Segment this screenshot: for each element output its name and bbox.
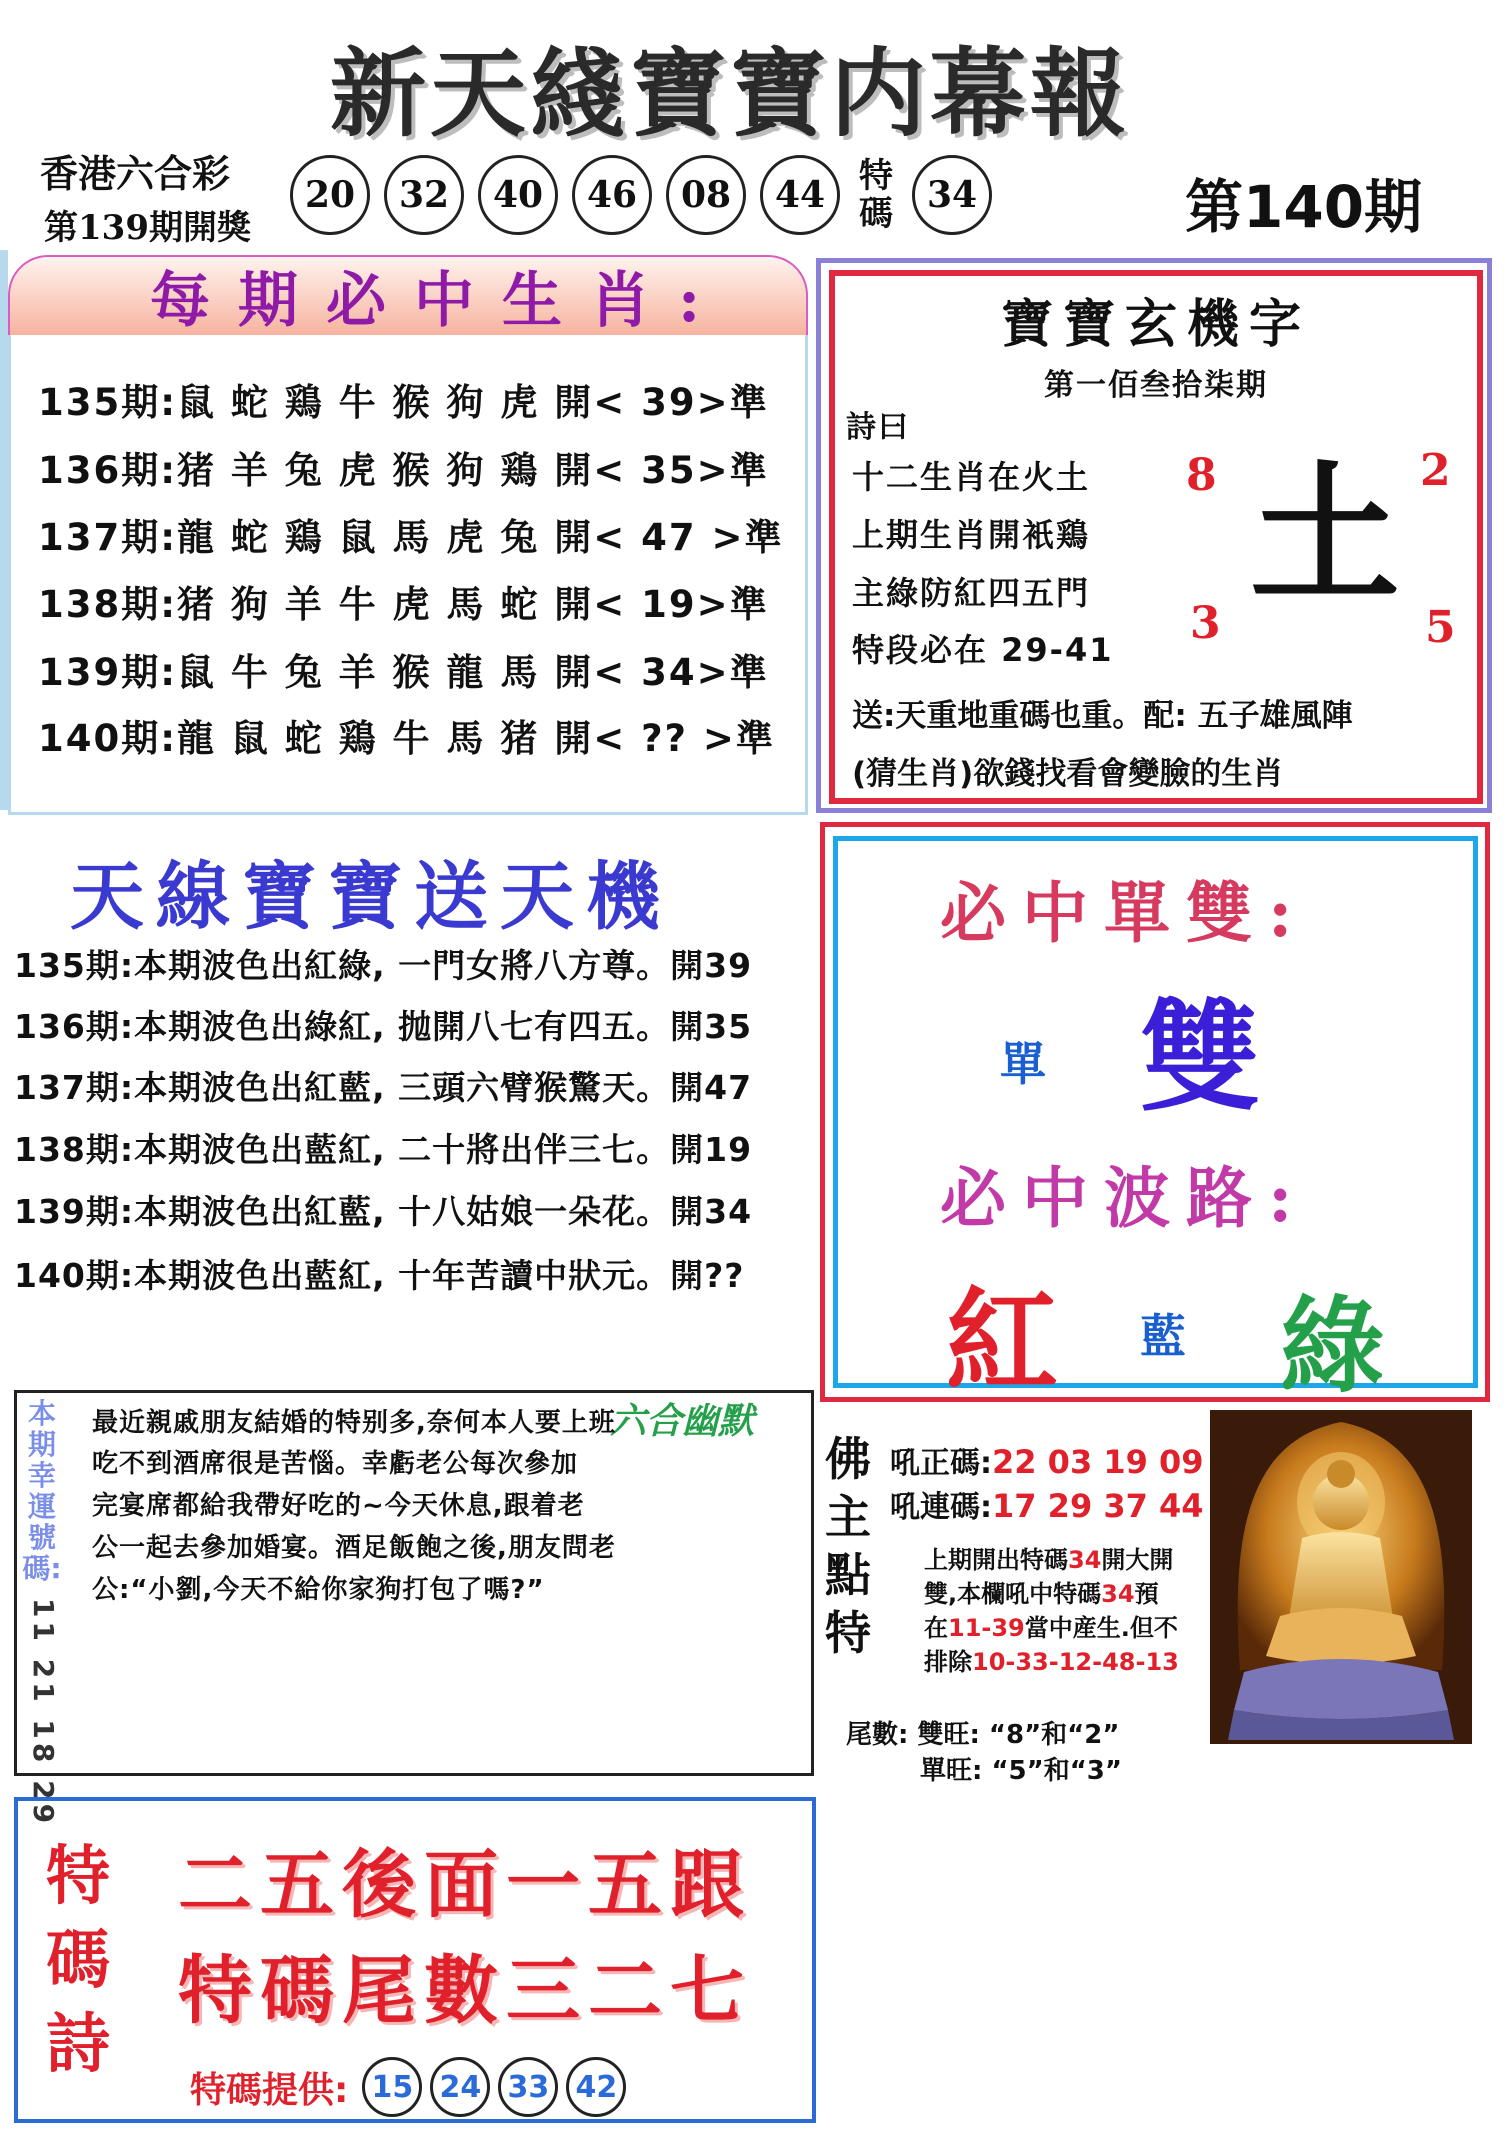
joke-line: 完宴席都給我帶好吃的~今天休息,跟着老 [92,1491,585,1521]
single-label: 單 [1000,1037,1046,1091]
wave-row: 136期:本期波色出綠紅, 抛開八七有四五。開35 [14,1007,753,1046]
note-text: 上期開出特碼 [924,1546,1068,1574]
lucky-label: 本期幸運號碼: [22,1397,62,1585]
zodiac-row: 135期:鼠 蛇 鶏 牛 猴 狗 虎 開< 39>準 [38,381,769,424]
note-text: 排除 [924,1648,972,1676]
joke-line: 公:“小劉,今天不給你家狗打包了嗎?” [92,1575,545,1605]
provide-label: 特碼提供: [190,2069,349,2111]
buddha-title: 佛主點特 [825,1432,871,1660]
poem-line: 主綠防紅四五門 [852,574,1091,612]
wave-row: 139期:本期波色出紅藍, 十八姑娘一朵花。開34 [14,1192,753,1231]
newspaper-title: 新天綫寶寶内幕報 [330,37,1130,150]
provide-number-ball: 24 [430,2057,490,2117]
draw-label: 第139期開獎 [44,208,251,248]
shout-link-value: 17 29 37 44 [992,1487,1204,1525]
special-poem-line: 二五後面一五跟 [178,1842,752,1928]
zodiac-row: 137期:龍 蛇 鶏 鼠 馬 虎 兔 開< 47 >準 [38,516,784,559]
shout-link-label: 吼連碼: [890,1490,992,1525]
zodiac-row: 140期:龍 鼠 蛇 鶏 牛 馬 猪 開< ?? >準 [38,717,775,760]
buddha-image [1210,1410,1472,1744]
wave-row: 137期:本期波色出紅藍, 三頭六臂猴驚天。開47 [14,1068,753,1107]
joke-line: 吃不到酒席很是苦惱。幸虧老公每次參加 [92,1449,579,1479]
tail-digits-even: 尾數: 雙旺: “8”和“2” [846,1720,1120,1750]
lottery-name: 香港六合彩 [40,151,231,196]
buddha-note [924,1608,1178,1643]
humor-tag: 六合幽默 [610,1400,755,1442]
green-label: 綠 [1280,1284,1385,1407]
poem-line: 十二生肖在火土 [852,458,1091,496]
double-label: 雙 [1140,987,1260,1128]
note-number: 34 [1101,1580,1135,1608]
odd-even-heading: 必中單雙: [940,874,1309,952]
zodiac-row: 138期:猪 狗 羊 牛 虎 馬 蛇 開< 19>準 [38,583,769,626]
poem-intro: 詩曰 [846,410,910,445]
buddha-note [924,1540,1173,1575]
note-number: 11-39 [948,1614,1025,1642]
note-number: 34 [1068,1546,1102,1574]
joke-line: 最近親戚朋友結婚的特别多,奈何本人要上班 [92,1408,616,1438]
note-text: 在 [924,1614,948,1642]
number-ball: 20 [290,155,370,235]
number-ball: 08 [666,155,746,235]
shout-main-value: 22 03 19 09 [992,1443,1204,1481]
secret-title: 寶寶玄機字 [1000,294,1311,355]
secret-footer-line: (猜生肖)欲錢找看會變臉的生肖 [852,756,1284,792]
red-label: 紅 [946,1276,1058,1407]
wave-path-heading: 必中波路: [940,1159,1309,1237]
special-label: 特碼 [859,156,893,234]
secret-character: 土 [1250,447,1401,623]
joke-line: 公一起去參加婚宴。酒足飯飽之後,朋友問老 [92,1533,616,1563]
special-poem-label: 特碼詩 [46,1839,110,2082]
provide-number-ball: 15 [362,2057,422,2117]
zodiac-row: 139期:鼠 牛 兔 羊 猴 龍 馬 開< 34>準 [38,651,769,694]
buddha-note [924,1642,1179,1677]
shout-link [890,1482,1204,1526]
poem-line: 特段必在 29-41 [852,631,1114,669]
zodiac-row: 136期:猪 羊 兔 虎 猴 狗 鶏 開< 35>準 [38,449,769,492]
note-text: 預 [1134,1580,1159,1608]
shout-main [890,1438,1204,1482]
note-text: 當中産生.但不 [1024,1614,1178,1642]
provide-number-ball: 33 [498,2057,558,2117]
secret-footer-line: 送:天重地重碼也重。配: 五子雄風陣 [852,698,1353,734]
shout-main-label: 吼正碼: [890,1446,992,1481]
secret-subtitle: 第一佰叁拾柒期 [1044,368,1268,403]
note-text: 雙,本欄吼中特碼 [924,1580,1102,1608]
winning-numbers [290,155,992,235]
hint-number: 8 [1186,450,1217,501]
buddha-note [924,1574,1159,1609]
provide-number-ball: 42 [566,2057,626,2117]
hint-number: 3 [1190,598,1221,649]
poem-line: 上期生肖開衹鶏 [852,516,1091,554]
tail-digits-odd: 單旺: “5”和“3” [920,1756,1122,1786]
wave-row: 138期:本期波色出藍紅, 二十將出伴三七。開19 [14,1130,753,1169]
wave-title: 天線寶寶送天機 [70,854,672,940]
hint-number: 5 [1425,602,1456,653]
special-poem-line: 特碼尾數三二七 [178,1948,752,2034]
lucky-numbers: 11 21 18 29 [27,1598,60,1828]
wave-row: 135期:本期波色出紅綠, 一門女將八方尊。開39 [14,946,753,985]
number-ball: 46 [572,155,652,235]
blue-label: 藍 [1140,1309,1186,1363]
number-ball: 40 [478,155,558,235]
hint-number: 2 [1420,445,1451,496]
special-provide [190,2057,626,2117]
zodiac-banner: 每期必中生肖: [8,255,808,335]
wave-row: 140期:本期波色出藍紅, 十年苦讀中狀元。開?? [14,1256,745,1295]
issue-number: 第140期 [1185,173,1423,241]
number-ball: 32 [384,155,464,235]
number-ball: 44 [760,155,840,235]
special-number-ball: 34 [912,155,992,235]
note-text: 開大開 [1101,1546,1174,1574]
note-number: 10-33-12-48-13 [972,1648,1179,1676]
left-accent-bar [0,250,8,810]
